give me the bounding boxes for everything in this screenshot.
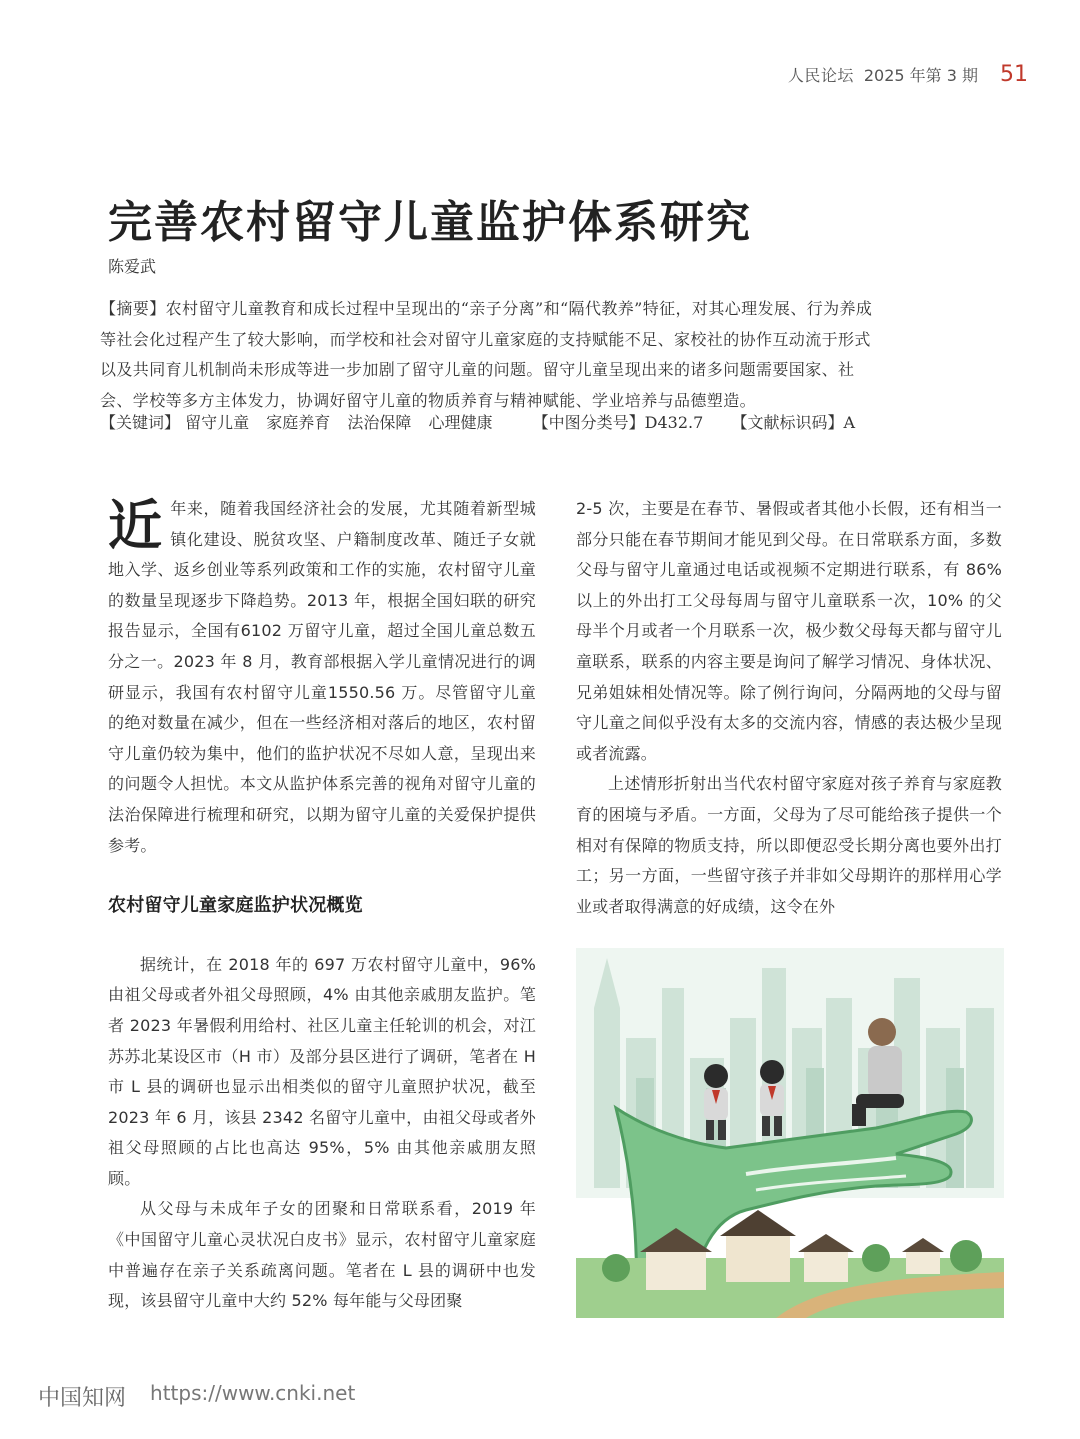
body-paragraph: 上述情形折射出当代农村留守家庭对孩子养育与家庭教育的困境与矛盾。一方面，父母为了尽可能给孩子提供一个相对有保障的物质支持，所以即便忍受长期分离也要外出打工；另一方面，一些留守孩子并非如父母期许的那样用心学业或者取得满意的好成绩，这令在外 [576,774,1002,916]
footer-watermark [38,1381,355,1412]
keyword-item: 心理健康 [428,413,493,432]
body-paragraph: 据统计，在 2018 年的 697 万农村留守儿童中，96% 由祖父母或者外祖父母照顾，4% 由其他亲戚朋友监护。笔者 2023 年暑假利用给村、社区儿童主任轮训的机会，对江苏苏北某设区市（H 市）及部分县区进行了调研，笔者在 H 市 L 县的调研也显示出相类似的留守儿童照护状况，截至 2023 年 6 月，该县 2342 名留守儿童中，由祖父母或者外祖父母照顾的占比也高达 95%，5% 由其他亲戚朋友照顾。 [108,954,536,1188]
abstract-text: 农村留守儿童教育和成长过程中呈现出的“亲子分离”和“隔代教养”特征，对其心理发展、行为养成等社会化过程产生了较大影响，而学校和社会对留守儿童家庭的支持赋能不足、家校社的协作互动流于形式以及共同育儿机制尚未形成等进一步加剧了留守儿童的问题。留守儿童呈现出来的诸多问题需要国家、社会、学校等多方主体发力，协调好留守儿童的物质养育与精神赋能、学业培养与品德塑造。 [100,299,873,410]
illustration-hand-city [576,928,1004,1318]
abstract-label: 【摘要】 [100,299,166,318]
drop-cap: 近 [108,493,163,557]
section-heading: 农村留守儿童家庭监护状况概览 [108,895,363,917]
clc-value: D432.7 [644,413,704,432]
intro-text: 年来，随着我国经济社会的发展，尤其随着新型城镇化建设、脱贫攻坚、户籍制度改革、随迁子女就地入学、返乡创业等系列政策和工作的实施，农村留守儿童的数量呈现逐步下降趋势。2013 年，根据全国妇联的研究报告显示，全国有6102 万留守儿童，超过全国儿童总数五分之一。2023 年 8 月，教育部根据入学儿童情况进行的调研显示，我国有农村留守儿童1550.56 万。尽管留守儿童的绝对数量在减少，但在一些经济相对落后的地区，农村留守儿童仍较为集中，他们的监护状况不尽如人意，呈现出来的问题令人担忧。本文从监护体系完善的视角对留守儿童的法治保障进行梳理和研究，以期为留守儿童的关爱保护提供参考。 [108,499,536,855]
keywords-line [100,410,900,433]
body-paragraph: 从父母与未成年子女的团聚和日常联系看，2019 年《中国留守儿童心灵状况白皮书》显示，农村留守儿童家庭中普遍存在亲子关系疏离问题。笔者在 L 县的调研中也发现，该县留守儿童中大约 52% 每年能与父母团聚 [108,1199,536,1311]
article-author: 陈爱武 [108,257,157,276]
cnki-url: https://www.cnki.net [150,1381,356,1405]
body-paragraph: 2-5 次，主要是在春节、暑假或者其他小长假，还有相当一部分只能在春节期间才能见到父母。在日常联系方面，多数父母与留守儿童通过电话或视频不定期进行联系，有 86% 以上的外出打工父母每周与留守儿童联系一次，10% 的父母半个月或者一个月联系一次，极少数父母每天都与留守儿童联系，联系的内容主要是询问了解学习情况、身体状况、兄弟姐妹相处情况等。除了例行询问，分隔两地的父母与留守儿童之间似乎没有太多的交流内容，情感的表达极少呈现或者流露。 [576,499,1002,763]
keywords-label: 【关键词】 [100,413,181,432]
page-number: 51 [1000,62,1028,87]
keyword-item: 家庭养育 [266,413,331,432]
running-header [788,62,1028,87]
keyword-item: 留守儿童 [185,413,250,432]
article-title: 完善农村留守儿童监护体系研究 [108,197,752,248]
cnki-brand: 中国知网 [38,1386,127,1411]
clc-label: 【中图分类号】 [532,413,645,432]
doc-code-label: 【文献标识码】 [731,413,844,432]
abstract [100,294,880,416]
issue-label: 2025 年第 3 期 [863,66,978,85]
keyword-item: 法治保障 [347,413,412,432]
doc-code-value: A [843,413,856,432]
left-column [108,494,536,1317]
journal-name: 人民论坛 [787,66,854,85]
intro-paragraph [108,494,536,861]
